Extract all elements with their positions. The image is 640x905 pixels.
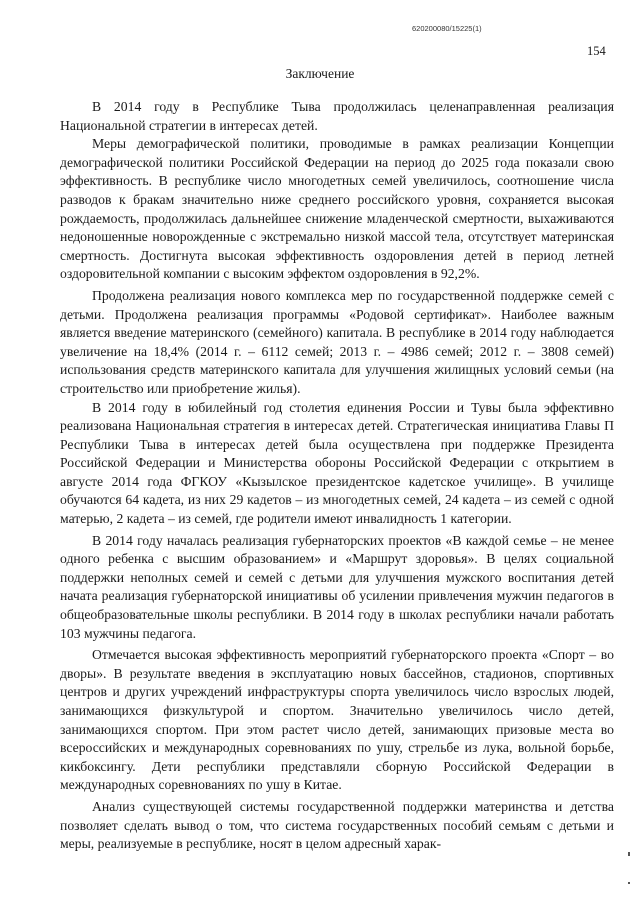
page-title: Заключение (285, 66, 355, 81)
paragraph: Анализ существующей системы государственной поддержки материнства и детства позволяет сделать вывод о том, что система государственных пособий семьям с детьми и меры, реализуемые в республике, носят в целом адресный харак- (60, 798, 614, 852)
scan-mark (628, 852, 630, 856)
page-number: 154 (587, 44, 606, 58)
paragraph: Отмечается высокая эффективность мероприятий губернаторского проекта «Спорт – во дворы». В результате введения в эксплуатацию новых бассейнов, стадионов, спортивных центров и других учреждений инфраструктуры спорта увеличилось число взрослых людей, занимающихся физкультурой и спортом. Значительно увеличилось число детей, занимающихся спортом. При этом растет число детей, занимающих призовые места во всероссийских и международных соревнованиях по ушу, стрельбе из лука, вольной борьбе, кикбоксингу. Дети республики представляли сборную Российской Федерации в международных соревнованиях по ушу в Китае. (60, 647, 614, 793)
paragraph: В 2014 году в Республике Тыва продолжилась целенаправленная реализация Национальной стратегии в интересах детей. (60, 99, 614, 133)
paragraph: Продолжена реализация нового комплекса мер по государственной поддержке семей с детьми. Продолжена реализация программы «Родовой сертификат». Наиболее важным является введение материнского (семейного) капитала. В республике в 2014 году наблюдается увеличение на 18,4% (2014 г. – 6112 семей; 2013 г. – 4986 семей; 2012 г. – 3808 семей) использования средств материнского капитала для улучшения жилищных условий семьи (на строительство или приобретение жилья). (60, 287, 614, 396)
document-id: 620200080/15225(1) (412, 24, 482, 33)
paragraph: В 2014 году началась реализация губернаторских проектов «В каждой семье – не менее одного ребенка с высшим образованием» и «Маршрут здоровья». В целях социальной поддержки неполных семей и семей с детьми для улучшения мужского воспитания детей начата реализация губернаторской инициативы об усилении привлечения мужчин педагогов в общеобразовательные школы республики. В 2014 году в школах республики начали работать 103 мужчины педагога. (60, 532, 614, 641)
paragraph: Меры демографической политики, проводимые в рамках реализации Концепции демографической политики Российской Федерации на период до 2025 года показали свою эффективность. В республике число многодетных семей увеличилось, соотношение числа разводов к бракам значительно ниже среднего российского уровня, сохраняется высокая рождаемость, продолжилась дальнейшее снижение младенческой смертности, выхаживаются недоношенные новорожденные с экстремально низкой массой тела, отсутствует материнская смертность. Достигнута высокая эффективность оздоровления детей в период летней оздоровительной компании с высоким эффектом оздоровления в 92,2%. (60, 136, 614, 282)
paragraph: В 2014 году в юбилейный год столетия единения России и Тувы была эффективно реализована Национальная стратегия в интересах детей. Стратегическая инициатива Главы П Республики Тыва в интересах детей была осуществлена при поддержке Президента Российской Федерации и Министерства обороны Российской Федерации с открытием в августе 2014 года ФГКОУ «Кызылское президентское кадетское училище». В училище обучаются 64 кадета, из них 29 кадетов – из многодетных семей, 24 кадета – из семей с одной матерью, 2 кадета – из семей, где родители имеют инвалидность 1 категории. (60, 399, 614, 527)
body-text (60, 98, 614, 854)
scan-mark (628, 882, 630, 884)
